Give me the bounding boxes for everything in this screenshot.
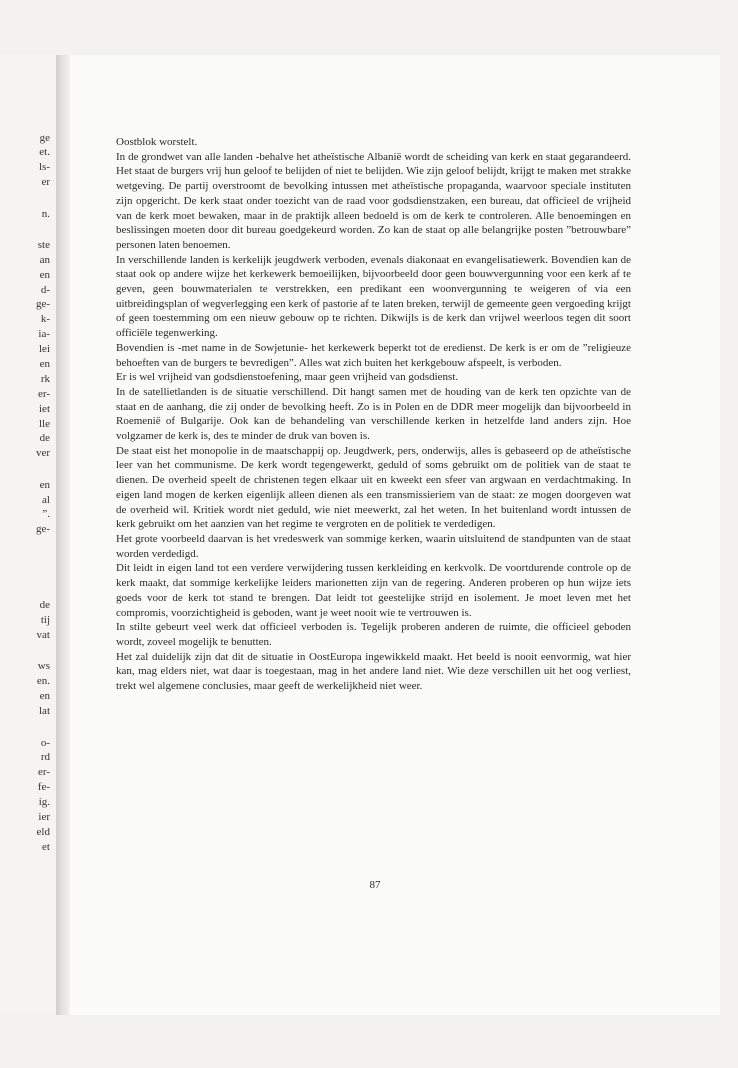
left-fragment: lle — [39, 418, 50, 430]
paragraph: Dit leidt in eigen land tot een verdere verwijdering tussen kerkleiding en kerkvolk. De voortdurende controle op de kerk maakt, dat sommige kerkelijke leiders marionetten zijn van de regering. Anderen proberen op hun wijze iets goeds voor de kerk tot stand te brengen. Dat leidt tot geestelijke strijd en isolement. Je moet leven met het compromis, voorzichtigheid is geboden, want je weet nooit wie te vertrouwen is. — [116, 562, 631, 619]
body-text — [116, 135, 631, 694]
left-fragment: n. — [41, 208, 50, 220]
left-fragment: fe- — [37, 781, 50, 793]
left-fragment: k- — [40, 313, 50, 325]
left-fragment: iet — [39, 403, 50, 415]
left-fragment: ls- — [39, 161, 50, 173]
left-fragment: rd — [40, 751, 50, 763]
left-fragment: an — [39, 254, 50, 266]
left-fragment: ge- — [35, 523, 50, 535]
paragraph: Oostblok worstelt. — [116, 136, 198, 148]
left-fragment: ste — [37, 239, 50, 251]
left-fragment: o- — [40, 737, 50, 749]
left-fragment: er- — [38, 766, 50, 778]
paragraph: In de grondwet van alle landen -behalve het atheïstische Albanië wordt de scheiding van kerk en staat gegarandeerd. Het staat de burgers vrij hun geloof te belijden of niet te belijden. Wie zijn geloof belijdt, krijgt te maken met strakke wetgeving. De partij overstroomt de bevolking intussen met atheïstische propaganda, waarvoor speciale instituten zijn opgericht. De kerk staat onder toezicht van de raad voor godsdienstzaken, een bureau, dat officieel de vrijheid van de kerk moet bewaken, maar in de praktijk alleen bedoeld is om de kerk te controleren. Alle benoemingen en beslissingen moeten door dit bureau goedgekeurd worden. Zo kan de staat op alle belangrijke posten ”betrouwbare” personen laten benoemen. — [116, 150, 631, 251]
left-fragment: rk — [40, 373, 50, 385]
paragraph: Bovendien is -met name in de Sowjetunie- het kerkewerk beperkt tot de eredienst. De kerk is er om de ”religieuze behoeften van de burgers te bevredigen”. Alles wat zich buiten het kerkgebouw afspeelt, is verboden. — [116, 341, 631, 369]
paragraph: De staat eist het monopolie in de maatschappij op. Jeugdwerk, pers, onderwijs, alles is gebaseerd op de atheïstische leer van het communisme. De kerk wordt tegengewerkt, geduld of soms gebruikt om de politiek van de staat te dienen. De overheid speelt de christenen tegen elkaar uit en kweekt een sfeer van argwaan en verdachtmaking. In eigen land mogen de kerken eigenlijk alleen dienen als een transmissieriem van de staat: ze mogen doorgeven wat de overheid wil. Kritiek wordt niet geduld, wie niet meewerkt, zal het weten. In het buitenland wordt intussen de kerk gebruikt om het aanzien van het regime te vergroten en de politiek te verdedigen. — [116, 444, 631, 531]
left-fragment: er — [41, 176, 50, 188]
left-fragment: en — [39, 358, 50, 370]
left-fragment: ig. — [38, 796, 50, 808]
left-fragment: ws — [37, 660, 50, 672]
left-fragment: ia- — [38, 328, 50, 340]
paragraph: Het grote voorbeeld daarvan is het vredeswerk van sommige kerken, waarin uitsluitend de standpunten van de staat worden verdedigd. — [116, 532, 631, 560]
left-fragment: tij — [40, 614, 50, 626]
left-fragment: de — [39, 432, 50, 444]
left-fragment: et. — [39, 146, 50, 158]
paragraph: Het zal duidelijk zijn dat dit de situatie in OostEuropa ingewikkeld maakt. Het beeld is nooit eenvormig, wat hier kan, mag elders niet, wat daar is toegestaan, mag in het andere land niet. Wie deze verschillen uit het oog verliest, trekt wel algemene conclusies, maar geeft de werkelijkheid niet weer. — [116, 650, 631, 693]
left-fragment: ver — [35, 447, 50, 459]
left-fragment: eld — [36, 826, 50, 838]
left-fragment: d- — [40, 284, 50, 296]
left-fragment: lei — [39, 343, 50, 355]
left-fragment: er- — [38, 388, 50, 400]
paragraph: In verschillende landen is kerkelijk jeugdwerk verboden, evenals diakonaat en evangelisatiewerk. Bovendien kan de staat ook op andere wijze het kerkewerk bemoeilijken, bijvoorbeeld door geen bouwvergunning voor een kerk af te geven, geen bouwmaterialen te verstrekken, een predikant een woonvergunning te weigeren of via een uitbreidingsplan of wegverlegging een kerk of pastorie af te laten breken, terwijl de gemeente geen vergoeding krijgt of geen toestemming om een nieuw gebouw op te richten. Dikwijls is de kerk dan vrijwel weerloos tegen dit soort officiële tegenwerking. — [116, 253, 631, 340]
left-fragment: ge- — [35, 298, 50, 310]
paragraph: Er is wel vrijheid van godsdienstoefening, maar geen vrijheid van godsdienst. — [116, 371, 459, 384]
left-fragment: et — [42, 841, 50, 853]
left-fragment: de — [39, 599, 50, 611]
left-fragment: en — [39, 269, 50, 281]
paragraph: In de satellietlanden is de situatie verschillend. Dit hangt samen met de houding van de kerk ten opzichte van de staat en de aanhang, die zij onder de bevolking heeft. Zo is in Polen en de DDR meer mogelijk dan bijvoorbeeld in Roemenië of Bulgarije. Ook kan de behandeling van verschillende kerken in hetzelfde land anders zijn. Hoe volgzamer de kerk is, des te minder de druk van boven is. — [116, 385, 631, 443]
left-fragment: en — [39, 479, 50, 491]
page-number: 87 — [369, 879, 381, 891]
paragraph: In stilte gebeurt veel werk dat officieel verboden is. Tegelijk proberen anderen de ruimte, die officieel geboden wordt, zoveel mogelijk te benutten. — [116, 621, 631, 648]
left-fragment: al — [42, 494, 50, 506]
left-fragment: vat — [36, 629, 50, 641]
left-fragment: ge — [39, 132, 50, 144]
left-fragment: ”. — [42, 508, 50, 520]
left-fragment: en. — [36, 675, 50, 687]
left-fragment: en — [39, 690, 50, 702]
left-fragment: lat — [39, 705, 50, 717]
left-fragment: ier — [38, 811, 50, 823]
